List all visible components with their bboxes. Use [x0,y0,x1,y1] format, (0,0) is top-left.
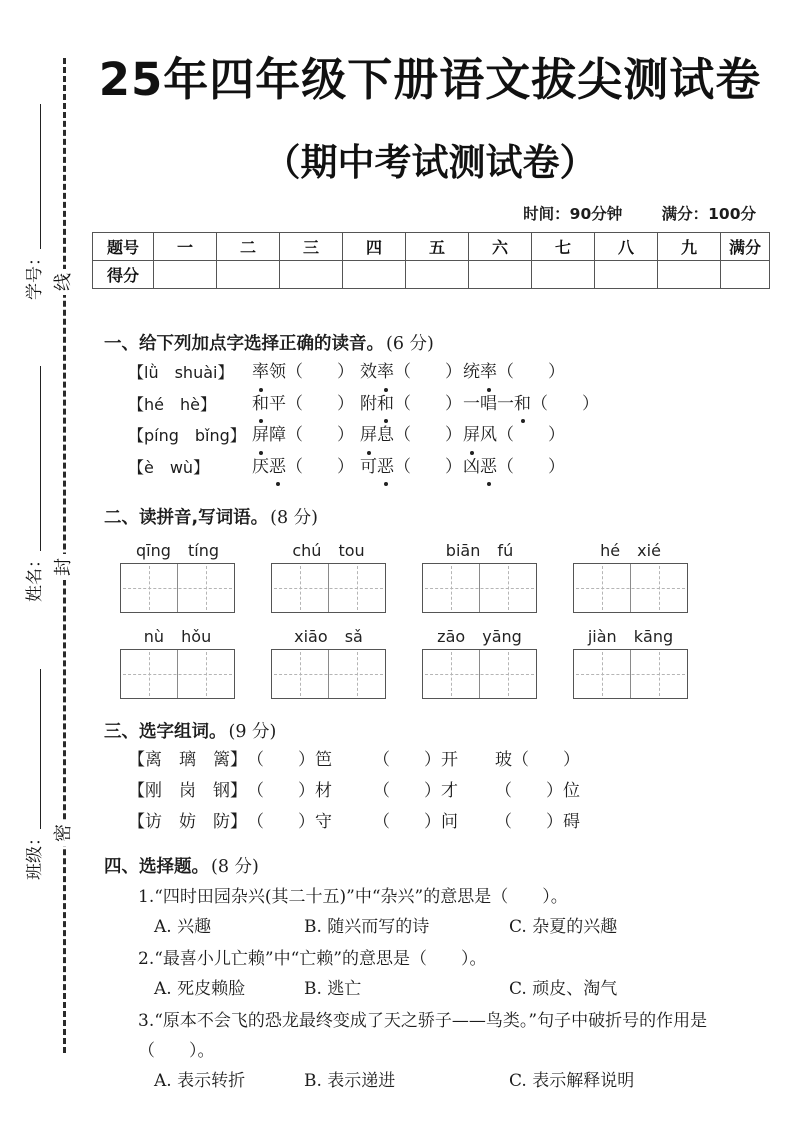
char-blank-word: （ ）笆 [247,750,332,771]
score-cell [343,261,406,289]
char-options-bracket: 【访 妨 防】 [128,812,247,833]
section-multiple-choice [90,854,770,1096]
writing-grid [271,563,386,613]
writing-grid [120,649,235,699]
pinyin-bracket: 【è wù】 [128,457,210,477]
word-pre: 一唱一 [463,393,514,414]
writing-cell [423,650,479,698]
writing-grid [120,563,235,613]
writing-grid [422,563,537,613]
option-c: C. 杂夏的兴趣 [509,917,618,938]
student-id-label: 学号： [25,249,45,300]
word-item [360,389,463,421]
word-post: 领 [269,362,286,383]
score-cell [154,261,217,289]
writing-cell [479,650,536,698]
exam-subtitle: （期中考试测试卷） [263,141,597,185]
word-item [463,357,565,389]
word-pre: 效 [360,362,377,383]
dotted-char: 率 [480,357,497,389]
exam-title: 25年四年级下册语文拔尖测试卷 [98,53,762,106]
option-a: A. 表示转折 [154,1071,246,1092]
section-2-title-text: 二、读拼音,写词语。 [104,508,269,529]
dotted-char: 恶 [377,452,394,484]
dotted-char: 屏 [463,420,480,452]
pinyin-label: qīng tíng [136,541,219,561]
header-cell: 五 [406,233,469,261]
header-cell: 四 [343,233,406,261]
writing-cell [272,650,328,698]
header-cell-full-score: 满分 [721,233,770,261]
word-post: 平 [269,393,286,414]
word-post: 息 [377,425,394,446]
section-3-score: (9 分) [228,722,277,743]
char-blank-word: （ ）位 [495,781,580,802]
dotted-char: 恶 [480,452,497,484]
score-cell [280,261,343,289]
pinyin-label: zāo yāng [437,627,522,647]
time-limit-text: 时间：90分钟 [523,205,623,224]
section-pinyin-writing [90,505,770,699]
writing-cell [574,564,630,612]
header-cell: 七 [532,233,595,261]
word-item [252,420,360,452]
writing-cell [121,564,177,612]
answer-blank: （ ） [497,456,565,477]
dotted-char: 率 [377,357,394,389]
section-1-title [104,331,770,357]
section-4-score: (8 分) [211,857,259,878]
writing-cell [328,564,385,612]
word-pre: 厌 [252,456,269,477]
score-table-header-row [93,233,770,261]
dotted-char: 恶 [269,452,286,484]
option-a: A. 兴趣 [154,917,212,938]
dotted-char: 和 [514,389,531,421]
dotted-char: 屏 [360,420,377,452]
writing-cell [177,650,234,698]
exam-content [90,0,770,1096]
exam-meta [90,202,770,224]
score-cell [658,261,721,289]
option-b: B. 逃亡 [304,979,362,1000]
writing-cell [423,564,479,612]
pinyin-writing-group [422,627,537,699]
writing-cell [630,650,687,698]
header-cell-question-no: 题号 [93,233,154,261]
word-item [252,452,360,484]
writing-cell [177,564,234,612]
word-item [360,420,463,452]
char-blank-word: （ ）碍 [495,812,580,833]
pinyin-label: chú tou [292,541,365,561]
char-options-bracket: 【刚 岗 钢】 [128,781,247,802]
char-blank-word: 玻（ ） [495,750,580,771]
student-id-blank-line [27,104,41,249]
pinyin-box-row [120,541,770,613]
pronunciation-row [128,420,770,452]
dotted-char: 和 [377,389,394,421]
score-cell [406,261,469,289]
pinyin-writing-group [271,541,386,613]
section-2-title [104,505,770,531]
pinyin-writing-group [422,541,537,613]
word-item [360,357,463,389]
section-3-title-text: 三、选字组词。 [104,722,227,743]
question-stem: 1.“四时田园杂兴(其二十五)”中“杂兴”的意思是（ ）。 [138,887,568,908]
word-post: 风 [480,425,497,446]
option-b: B. 随兴而写的诗 [304,917,430,938]
option-c: C. 顽皮、淘气 [509,979,618,1000]
score-table-score-row [93,261,770,289]
pinyin-bracket: 【lǜ shuài】 [128,363,234,383]
writing-grid [573,563,688,613]
writing-cell [574,650,630,698]
answer-blank: （ ） [286,393,354,414]
word-item [360,452,463,484]
char-choice-row [128,776,770,807]
seal-field-student-id [20,104,45,300]
word-pre: 可 [360,456,377,477]
pinyin-writing-group [573,541,688,613]
question-options [154,912,770,942]
answer-blank: （ ） [286,362,354,383]
answer-blank: （ ） [394,425,462,446]
section-1-score: (6 分) [386,334,434,355]
answer-blank: （ ） [286,456,354,477]
writing-cell [630,564,687,612]
answer-blank: （ ） [497,425,565,446]
header-cell: 八 [595,233,658,261]
word-pre: 凶 [463,456,480,477]
header-cell: 三 [280,233,343,261]
full-score-text: 满分：100分 [661,205,756,224]
char-options-bracket: 【离 璃 篱】 [128,750,247,771]
writing-grid [422,649,537,699]
seal-char-xian: 线 [51,269,77,295]
char-blank-word: （ ）守 [247,812,332,833]
seal-field-name [20,366,45,602]
section-4-title-text: 四、选择题。 [104,857,209,878]
pinyin-box-row [120,627,770,699]
class-label: 班级： [25,829,45,880]
word-item [252,357,360,389]
question-options [154,974,770,1004]
dotted-char: 屏 [252,420,269,452]
section-char-choice [90,719,770,838]
score-row-label: 得分 [93,261,154,289]
header-cell: 六 [469,233,532,261]
seal-char-mi: 密 [51,820,77,846]
score-cell [595,261,658,289]
dotted-char: 率 [252,357,269,389]
score-cell [721,261,770,289]
question-options [154,1066,770,1096]
section-2-score: (8 分) [270,508,319,529]
pinyin-bracket: 【hé hè】 [128,394,216,414]
writing-grid [573,649,688,699]
answer-blank: （ ） [394,393,462,414]
word-item [252,389,360,421]
char-choice-row [128,745,770,776]
pinyin-writing-group [573,627,688,699]
writing-cell [328,650,385,698]
section-4-title [104,854,770,880]
word-item [463,452,565,484]
section-pronunciation [90,331,770,483]
seal-field-class [20,669,45,880]
score-cell [217,261,280,289]
pronunciation-row [128,389,770,421]
answer-blank: （ ） [531,393,599,414]
pinyin-label: biān fú [445,541,514,561]
pinyin-bracket: 【píng bǐng】 [128,426,246,446]
answer-blank: （ ） [394,456,462,477]
writing-grid [271,649,386,699]
word-pre: 统 [463,362,480,383]
pinyin-label: xiāo sǎ [294,627,363,647]
score-table [92,232,770,289]
pronunciation-row [128,452,770,484]
score-cell [532,261,595,289]
writing-cell [121,650,177,698]
seal-char-feng: 封 [51,554,77,580]
answer-blank: （ ） [497,362,565,383]
name-label: 姓名： [25,551,45,602]
word-post: 障 [269,425,286,446]
pinyin-label: hé xié [600,541,661,561]
pinyin-label: jiàn kāng [587,627,674,647]
char-blank-word: （ ）材 [247,781,332,802]
name-blank-line [27,366,41,551]
option-c: C. 表示解释说明 [509,1071,635,1092]
writing-cell [272,564,328,612]
word-item [463,389,599,421]
dotted-char: 和 [252,389,269,421]
header-cell: 一 [154,233,217,261]
question-stem: 3.“原本不会飞的恐龙最终变成了天之骄子——鸟类。”句子中破折号的作用是（ ）。 [138,1011,708,1062]
answer-blank: （ ） [394,362,462,383]
option-b: B. 表示递进 [304,1071,396,1092]
char-blank-word: （ ）才 [373,781,458,802]
pronunciation-row [128,357,770,389]
char-choice-row [128,807,770,838]
section-3-title [104,719,770,745]
class-blank-line [27,669,41,829]
char-blank-word: （ ）开 [373,750,458,771]
option-a: A. 死皮赖脸 [154,979,246,1000]
word-pre: 附 [360,393,377,414]
writing-cell [479,564,536,612]
word-item [463,420,565,452]
pinyin-writing-group [120,541,235,613]
header-cell: 二 [217,233,280,261]
pinyin-label: nù hǒu [143,627,212,647]
char-blank-word: （ ）问 [373,812,458,833]
pinyin-writing-group [120,627,235,699]
section-1-title-text: 一、给下列加点字选择正确的读音。 [104,334,384,355]
score-cell [469,261,532,289]
header-cell: 九 [658,233,721,261]
question-stem: 2.“最喜小儿亡赖”中“亡赖”的意思是（ ）。 [138,949,487,970]
answer-blank: （ ） [286,425,354,446]
pinyin-writing-group [271,627,386,699]
